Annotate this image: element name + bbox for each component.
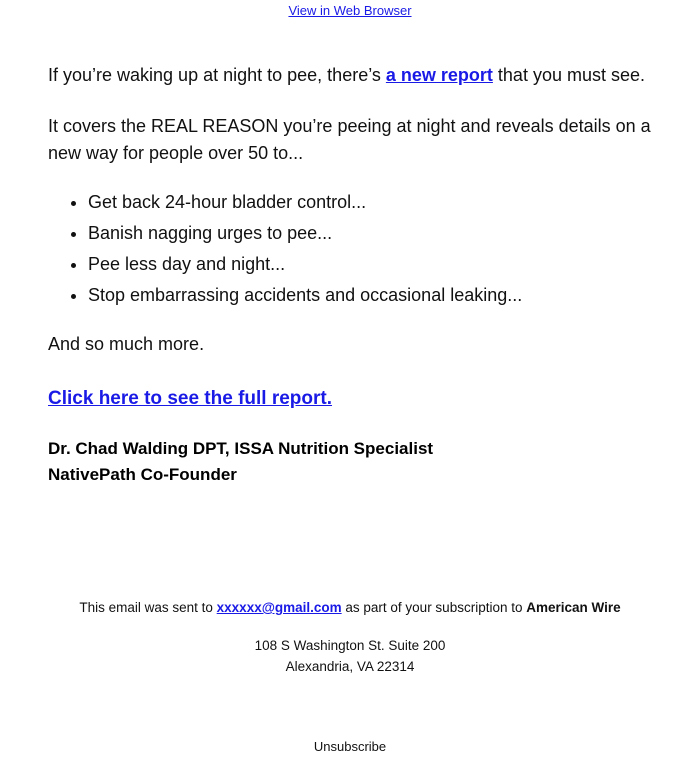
recipient-email-link[interactable]: xxxxxx@gmail.com — [216, 600, 342, 615]
list-item: • Stop embarrassing accidents and occasional leaking... — [88, 282, 652, 309]
full-report-cta-link[interactable]: Click here to see the full report. — [48, 388, 333, 409]
intro-text-before: If you’re waking up at night to pee, there’s — [48, 65, 386, 85]
subscription-middle-text: as part of your subscription to — [341, 600, 527, 615]
intro-paragraph — [48, 62, 652, 89]
signature-name: Dr. Chad Walding DPT, ISSA Nutrition Specialist — [48, 439, 434, 458]
signature-block — [48, 436, 652, 489]
subscription-notice — [0, 598, 700, 618]
address-line-2: Alexandria, VA 22314 — [285, 659, 415, 675]
new-report-link[interactable]: a new report — [385, 65, 493, 85]
list-item: • Get back 24-hour bladder control... — [88, 189, 652, 216]
email-body — [0, 62, 700, 489]
unsubscribe-link[interactable]: Unsubscribe — [313, 739, 387, 754]
cta-container — [48, 388, 652, 410]
benefits-list — [48, 189, 652, 309]
list-item: • Banish nagging urges to pee... — [88, 220, 652, 247]
list-item: • Pee less day and night... — [88, 251, 652, 278]
signature-title: NativePath Co-Founder — [48, 465, 237, 485]
publication-name: American Wire — [526, 600, 621, 615]
description-paragraph: It covers the REAL REASON you’re peeing at night and reveals details on a new way for people over 50 to... — [48, 116, 651, 163]
intro-text-after: that you must see. — [492, 65, 645, 85]
web-view-bar — [0, 0, 700, 18]
view-in-web-browser-link[interactable]: View in Web Browser — [288, 3, 412, 18]
closing-paragraph: And so much more. — [48, 334, 205, 354]
email-footer — [0, 598, 700, 678]
mailing-address — [0, 636, 700, 678]
unsubscribe-container — [0, 738, 700, 756]
address-line-1: 108 S Washington St. Suite 200 — [254, 638, 446, 654]
sent-to-prefix: This email was sent to — [79, 600, 217, 615]
